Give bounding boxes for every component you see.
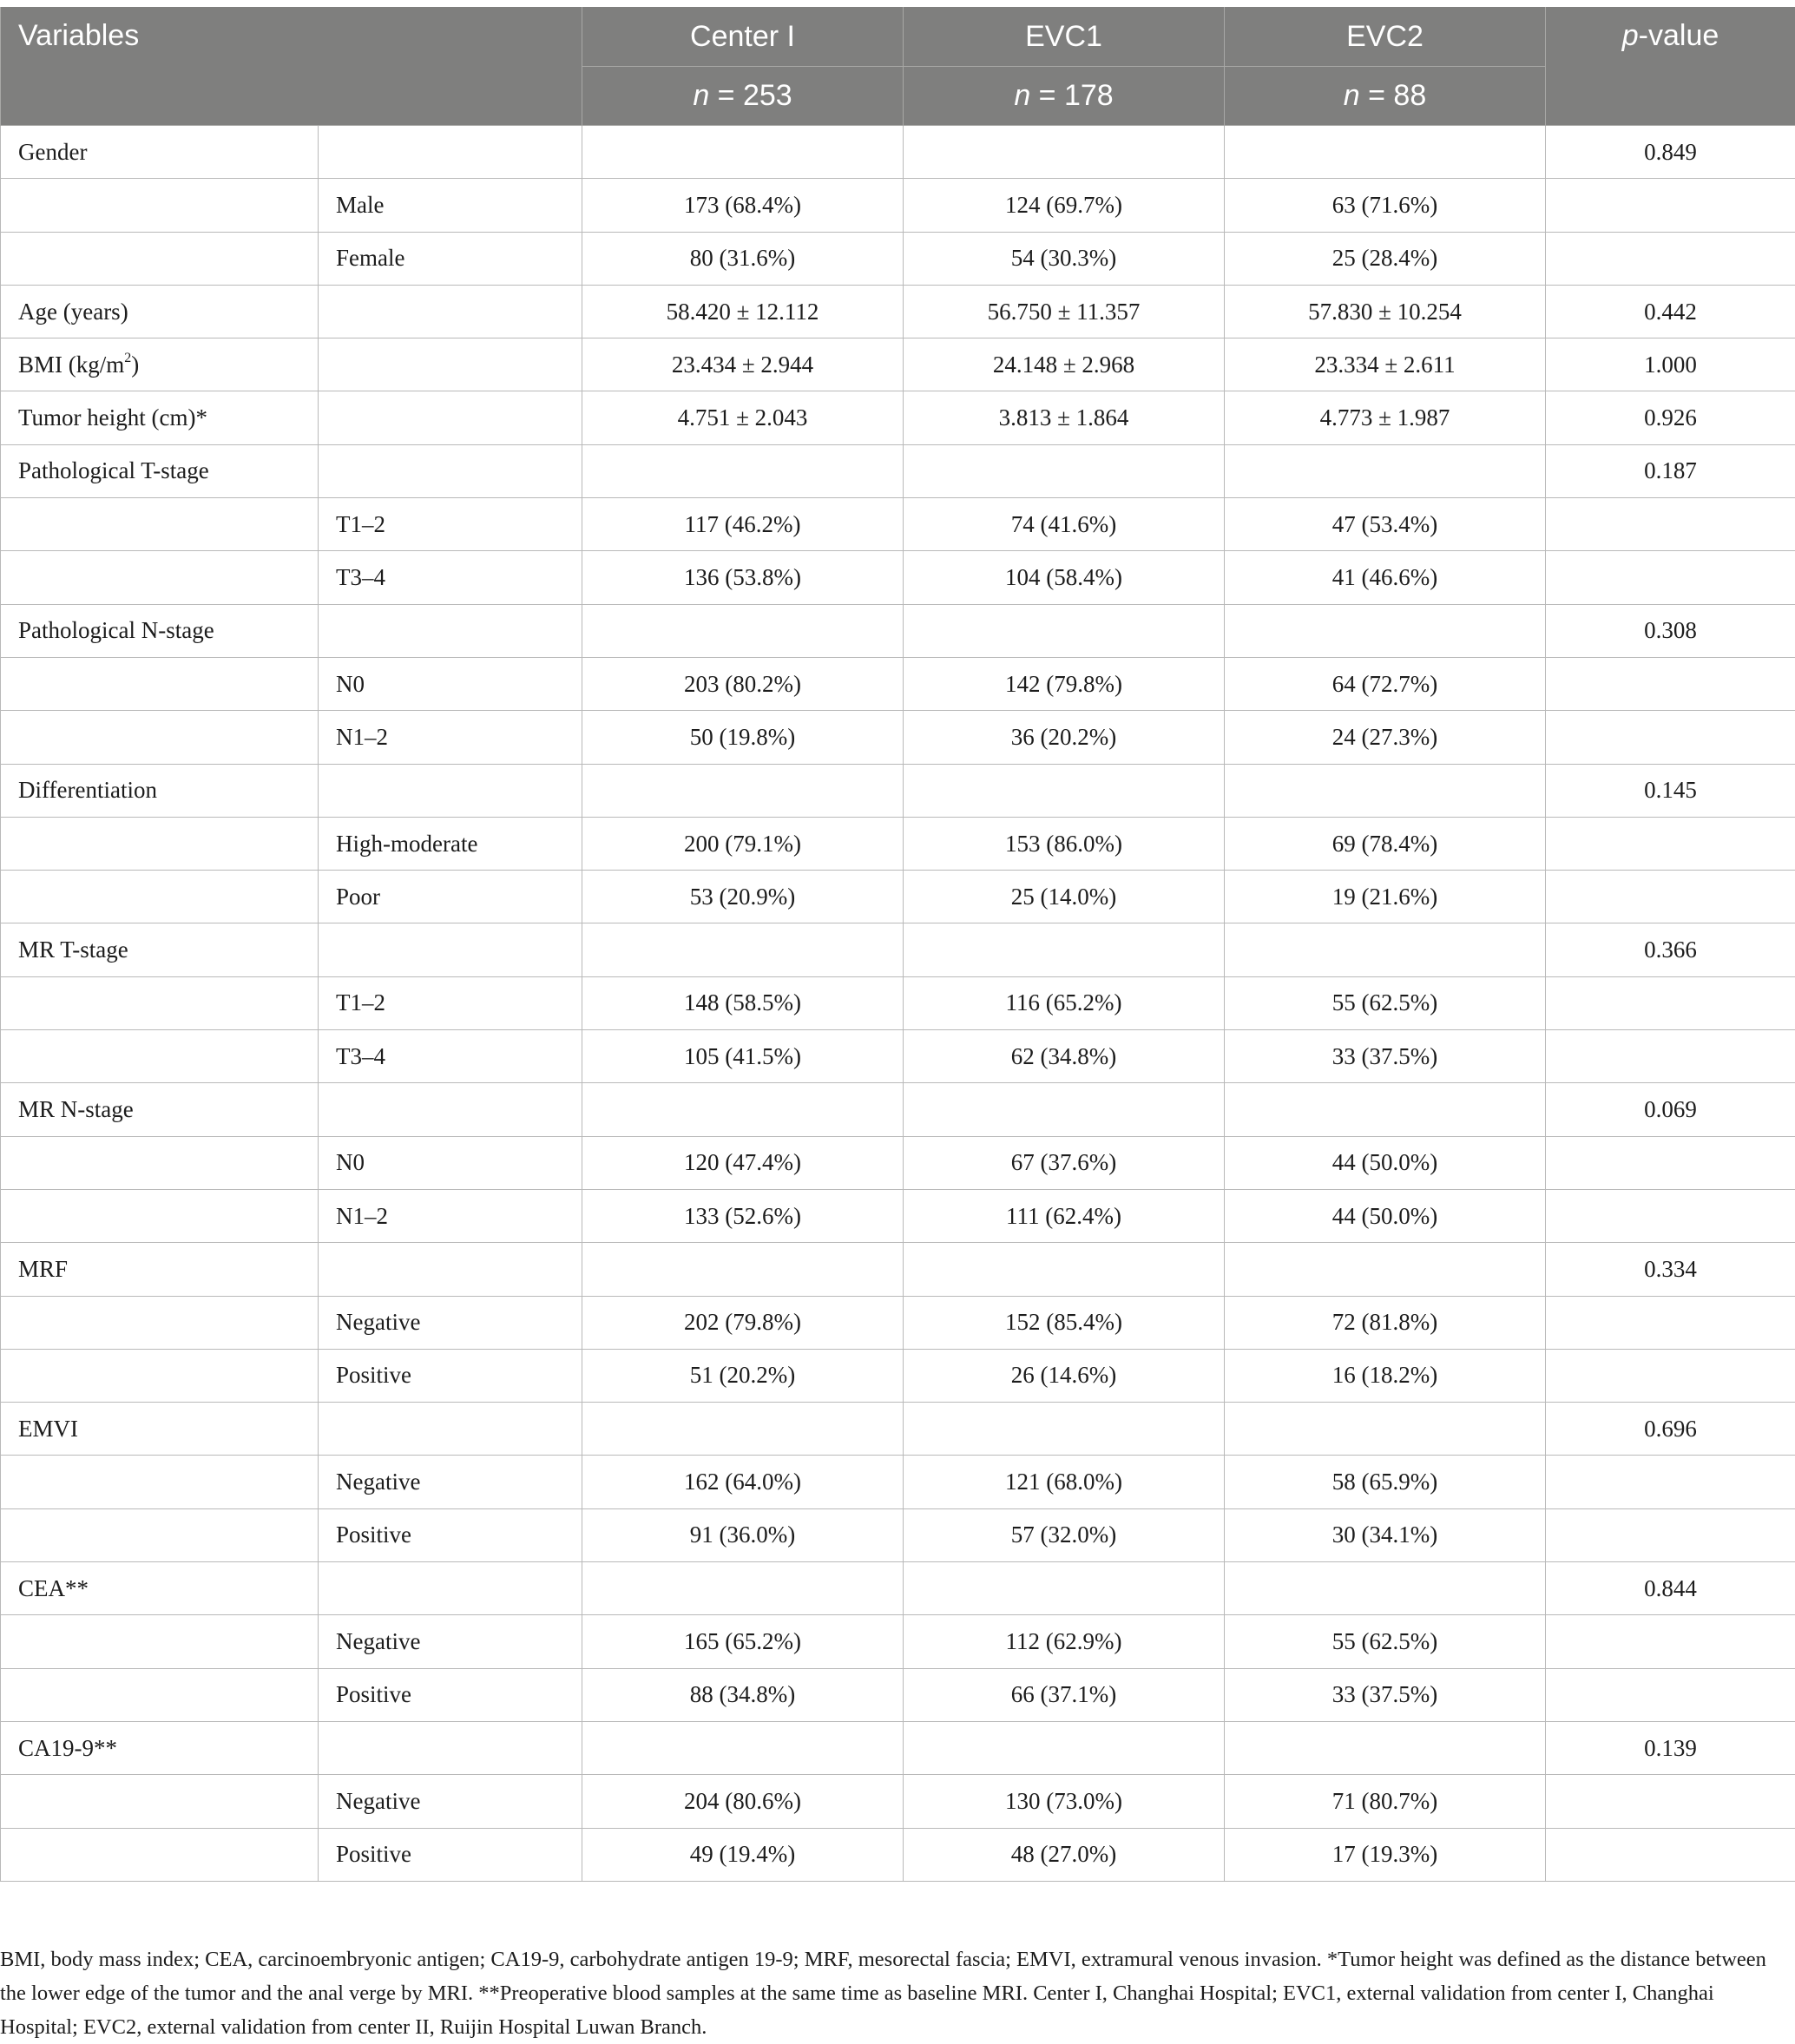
cell-subcategory: Negative [319, 1775, 582, 1828]
n-value: = 178 [1030, 79, 1113, 112]
cell-p-value [1546, 1189, 1795, 1242]
header-row [1, 7, 1795, 67]
cell-variable [1, 1136, 319, 1189]
cell-evc1: 62 (34.8%) [904, 1030, 1225, 1083]
cell-evc1: 74 (41.6%) [904, 498, 1225, 551]
cell-p-value [1546, 1615, 1795, 1668]
cell-evc2 [1225, 923, 1546, 976]
cell-evc1: 153 (86.0%) [904, 817, 1225, 870]
header-center-i-n [582, 67, 904, 126]
cell-evc2: 44 (50.0%) [1225, 1136, 1546, 1189]
cell-subcategory [319, 923, 582, 976]
cell-evc2: 64 (72.7%) [1225, 657, 1546, 710]
cell-center-i: 200 (79.1%) [582, 817, 904, 870]
cell-evc2: 63 (71.6%) [1225, 179, 1546, 232]
cell-center-i: 50 (19.8%) [582, 711, 904, 764]
table-row [1, 391, 1795, 444]
cell-evc1: 112 (62.9%) [904, 1615, 1225, 1668]
variable-text: BMI (kg/m [18, 352, 124, 378]
cell-variable [1, 1456, 319, 1508]
cell-evc2 [1225, 1721, 1546, 1774]
cell-evc2: 55 (62.5%) [1225, 1615, 1546, 1668]
cell-evc2: 58 (65.9%) [1225, 1456, 1546, 1508]
table-row [1, 179, 1795, 232]
cell-center-i: 105 (41.5%) [582, 1030, 904, 1083]
cell-variable [1, 1296, 319, 1349]
cell-subcategory: N1–2 [319, 711, 582, 764]
table-row [1, 1136, 1795, 1189]
cell-evc1 [904, 1721, 1225, 1774]
cell-evc1 [904, 126, 1225, 179]
table-row [1, 976, 1795, 1029]
table-row [1, 604, 1795, 657]
cell-center-i [582, 1562, 904, 1615]
cell-subcategory: Male [319, 179, 582, 232]
cell-evc1: 66 (37.1%) [904, 1668, 1225, 1721]
cell-center-i [582, 1403, 904, 1456]
cell-variable: Tumor height (cm)* [1, 391, 319, 444]
cell-variable [1, 1615, 319, 1668]
cell-evc1: 124 (69.7%) [904, 179, 1225, 232]
cell-center-i: 120 (47.4%) [582, 1136, 904, 1189]
cell-subcategory: Negative [319, 1296, 582, 1349]
cell-center-i: 202 (79.8%) [582, 1296, 904, 1349]
cell-subcategory: T3–4 [319, 551, 582, 604]
cell-evc1: 130 (73.0%) [904, 1775, 1225, 1828]
cell-p-value [1546, 1296, 1795, 1349]
cell-p-value: 1.000 [1546, 338, 1795, 391]
cell-evc1: 111 (62.4%) [904, 1189, 1225, 1242]
cell-p-value [1546, 711, 1795, 764]
cell-evc1: 121 (68.0%) [904, 1456, 1225, 1508]
cell-evc2 [1225, 1562, 1546, 1615]
cell-variable: CEA** [1, 1562, 319, 1615]
cell-variable [1, 551, 319, 604]
cell-evc2: 44 (50.0%) [1225, 1189, 1546, 1242]
header-variables: Variables [1, 7, 582, 126]
cell-center-i: 136 (53.8%) [582, 551, 904, 604]
cell-variable [1, 1189, 319, 1242]
cell-variable [1, 976, 319, 1029]
cell-center-i [582, 1721, 904, 1774]
table-row [1, 1508, 1795, 1561]
cell-evc1: 26 (14.6%) [904, 1349, 1225, 1402]
cell-subcategory: T1–2 [319, 976, 582, 1029]
table-row [1, 498, 1795, 551]
cell-variable [1, 1508, 319, 1561]
cell-subcategory [319, 1243, 582, 1296]
header-p-value [1546, 7, 1795, 126]
table-row [1, 764, 1795, 817]
cell-p-value: 0.844 [1546, 1562, 1795, 1615]
cell-center-i: 117 (46.2%) [582, 498, 904, 551]
table-row [1, 1721, 1795, 1774]
cell-center-i: 204 (80.6%) [582, 1775, 904, 1828]
cell-center-i: 23.434 ± 2.944 [582, 338, 904, 391]
cell-subcategory: N1–2 [319, 1189, 582, 1242]
cell-center-i: 162 (64.0%) [582, 1456, 904, 1508]
cell-center-i: 4.751 ± 2.043 [582, 391, 904, 444]
cell-evc1 [904, 444, 1225, 497]
cell-evc1: 152 (85.4%) [904, 1296, 1225, 1349]
cell-subcategory [319, 1083, 582, 1136]
n-label: n [1014, 79, 1030, 112]
table-row [1, 1296, 1795, 1349]
cell-subcategory [319, 764, 582, 817]
cell-evc2: 19 (21.6%) [1225, 871, 1546, 923]
cell-evc1: 25 (14.0%) [904, 871, 1225, 923]
cell-variable: Age (years) [1, 285, 319, 338]
cell-variable [1, 1775, 319, 1828]
table-row [1, 923, 1795, 976]
table-row [1, 1456, 1795, 1508]
cell-variable [1, 498, 319, 551]
cell-variable [1, 179, 319, 232]
cell-evc1: 67 (37.6%) [904, 1136, 1225, 1189]
table-row [1, 1083, 1795, 1136]
cell-center-i [582, 1243, 904, 1296]
cell-center-i: 165 (65.2%) [582, 1615, 904, 1668]
cell-variable [1, 871, 319, 923]
cell-evc2 [1225, 1083, 1546, 1136]
cell-subcategory [319, 338, 582, 391]
cell-evc1 [904, 604, 1225, 657]
cell-p-value: 0.696 [1546, 1403, 1795, 1456]
cell-evc1: 36 (20.2%) [904, 711, 1225, 764]
cell-evc2 [1225, 764, 1546, 817]
cell-variable [1, 232, 319, 285]
cell-subcategory: Negative [319, 1456, 582, 1508]
cell-p-value [1546, 871, 1795, 923]
table-row [1, 232, 1795, 285]
cell-evc1 [904, 764, 1225, 817]
cell-evc2: 4.773 ± 1.987 [1225, 391, 1546, 444]
cell-subcategory [319, 604, 582, 657]
cell-p-value: 0.442 [1546, 285, 1795, 338]
header-evc1-n [904, 67, 1225, 126]
cell-variable: Pathological T-stage [1, 444, 319, 497]
cell-evc1: 142 (79.8%) [904, 657, 1225, 710]
cell-center-i: 53 (20.9%) [582, 871, 904, 923]
cell-center-i [582, 604, 904, 657]
table-row [1, 817, 1795, 870]
cell-evc2 [1225, 1403, 1546, 1456]
cell-evc2: 33 (37.5%) [1225, 1030, 1546, 1083]
cell-center-i: 203 (80.2%) [582, 657, 904, 710]
cell-center-i: 91 (36.0%) [582, 1508, 904, 1561]
cell-evc1: 48 (27.0%) [904, 1828, 1225, 1881]
cell-variable [1, 338, 319, 391]
cell-variable [1, 657, 319, 710]
table-row [1, 1030, 1795, 1083]
cell-variable: CA19-9** [1, 1721, 319, 1774]
cell-variable [1, 1030, 319, 1083]
header-evc1: EVC1 [904, 7, 1225, 67]
cell-p-value [1546, 657, 1795, 710]
cell-p-value: 0.187 [1546, 444, 1795, 497]
n-label: n [693, 79, 709, 112]
cell-p-value [1546, 179, 1795, 232]
cell-p-value: 0.334 [1546, 1243, 1795, 1296]
cell-subcategory: T3–4 [319, 1030, 582, 1083]
cell-center-i: 49 (19.4%) [582, 1828, 904, 1881]
cell-p-value [1546, 232, 1795, 285]
cell-subcategory: Positive [319, 1668, 582, 1721]
p-italic: p [1622, 19, 1639, 52]
table-footnote: BMI, body mass index; CEA, carcinoembryonic antigen; CA19-9, carbohydrate antigen 19-9; MRF, mesorectal fascia; EMVI, extramural venous invasion. *Tumor height was defined as the distance between the lower edge of the tumor and the anal verge by MRI. **Preoperative blood samples at the same time as baseline MRI. Center I, Changhai Hospital; EVC1, external validation from center I, Changhai Hospital; EVC2, external validation from center II, Ruijin Hospital Luwan Branch. [0, 1942, 1771, 2044]
cell-p-value: 0.849 [1546, 126, 1795, 179]
cell-evc2: 16 (18.2%) [1225, 1349, 1546, 1402]
cell-subcategory [319, 1403, 582, 1456]
cell-evc1 [904, 1243, 1225, 1296]
cell-variable [1, 711, 319, 764]
cell-subcategory: High-moderate [319, 817, 582, 870]
cell-evc2: 25 (28.4%) [1225, 232, 1546, 285]
cell-center-i [582, 923, 904, 976]
cell-evc2: 47 (53.4%) [1225, 498, 1546, 551]
cell-subcategory [319, 391, 582, 444]
cell-evc1: 54 (30.3%) [904, 232, 1225, 285]
header-evc2: EVC2 [1225, 7, 1546, 67]
table-row [1, 1349, 1795, 1402]
cell-p-value: 0.308 [1546, 604, 1795, 657]
cell-subcategory: N0 [319, 657, 582, 710]
cell-p-value: 0.069 [1546, 1083, 1795, 1136]
table-row [1, 444, 1795, 497]
cell-evc2: 69 (78.4%) [1225, 817, 1546, 870]
cell-variable: EMVI [1, 1403, 319, 1456]
cell-subcategory: Positive [319, 1828, 582, 1881]
cell-evc1: 57 (32.0%) [904, 1508, 1225, 1561]
cell-center-i: 80 (31.6%) [582, 232, 904, 285]
cell-subcategory: Negative [319, 1615, 582, 1668]
cell-evc1: 56.750 ± 11.357 [904, 285, 1225, 338]
cell-evc1: 116 (65.2%) [904, 976, 1225, 1029]
table-row [1, 1775, 1795, 1828]
cell-subcategory: Positive [319, 1349, 582, 1402]
cell-subcategory: N0 [319, 1136, 582, 1189]
cell-p-value [1546, 498, 1795, 551]
cell-evc2: 24 (27.3%) [1225, 711, 1546, 764]
table-row [1, 1243, 1795, 1296]
p-rest: -value [1639, 19, 1719, 52]
cell-subcategory [319, 1721, 582, 1774]
cell-p-value: 0.145 [1546, 764, 1795, 817]
cell-center-i: 88 (34.8%) [582, 1668, 904, 1721]
cell-evc2: 57.830 ± 10.254 [1225, 285, 1546, 338]
cell-evc1: 24.148 ± 2.968 [904, 338, 1225, 391]
table-row [1, 1403, 1795, 1456]
cell-variable [1, 1349, 319, 1402]
cell-evc2 [1225, 126, 1546, 179]
cell-p-value: 0.366 [1546, 923, 1795, 976]
cell-evc2: 30 (34.1%) [1225, 1508, 1546, 1561]
cell-p-value [1546, 1775, 1795, 1828]
cell-center-i: 51 (20.2%) [582, 1349, 904, 1402]
table-row [1, 1189, 1795, 1242]
cell-p-value [1546, 1668, 1795, 1721]
cell-subcategory: Female [319, 232, 582, 285]
cell-evc1 [904, 1083, 1225, 1136]
table-row [1, 338, 1795, 391]
cell-center-i: 133 (52.6%) [582, 1189, 904, 1242]
n-value: = 253 [709, 79, 792, 112]
cell-subcategory [319, 285, 582, 338]
cell-center-i: 173 (68.4%) [582, 179, 904, 232]
cell-evc1 [904, 1403, 1225, 1456]
cell-subcategory: Poor [319, 871, 582, 923]
cell-evc2: 17 (19.3%) [1225, 1828, 1546, 1881]
table-row [1, 657, 1795, 710]
table-row [1, 551, 1795, 604]
cell-subcategory: T1–2 [319, 498, 582, 551]
cell-p-value [1546, 1136, 1795, 1189]
n-value: = 88 [1360, 79, 1427, 112]
cell-evc2: 23.334 ± 2.611 [1225, 338, 1546, 391]
cell-center-i [582, 764, 904, 817]
table-row [1, 1615, 1795, 1668]
cell-p-value [1546, 551, 1795, 604]
variable-superscript: 2 [124, 351, 131, 365]
cell-variable: MR T-stage [1, 923, 319, 976]
cell-evc1 [904, 923, 1225, 976]
cell-evc2 [1225, 604, 1546, 657]
cell-p-value: 0.926 [1546, 391, 1795, 444]
table-row [1, 126, 1795, 179]
cell-center-i [582, 444, 904, 497]
cell-p-value [1546, 1828, 1795, 1881]
cell-subcategory [319, 126, 582, 179]
cell-subcategory [319, 1562, 582, 1615]
cell-variable [1, 817, 319, 870]
cell-evc2: 71 (80.7%) [1225, 1775, 1546, 1828]
cell-p-value [1546, 1030, 1795, 1083]
table-row [1, 285, 1795, 338]
cell-evc2: 33 (37.5%) [1225, 1668, 1546, 1721]
cell-evc2 [1225, 1243, 1546, 1296]
cell-p-value: 0.139 [1546, 1721, 1795, 1774]
cell-variable [1, 1828, 319, 1881]
cell-p-value [1546, 1456, 1795, 1508]
table-body [1, 126, 1795, 1882]
cell-evc2: 41 (46.6%) [1225, 551, 1546, 604]
table-row [1, 711, 1795, 764]
cell-variable: MRF [1, 1243, 319, 1296]
characteristics-table [0, 7, 1795, 1882]
n-label: n [1344, 79, 1360, 112]
cell-center-i [582, 126, 904, 179]
cell-p-value [1546, 1508, 1795, 1561]
cell-subcategory [319, 444, 582, 497]
cell-variable: Differentiation [1, 764, 319, 817]
cell-evc1 [904, 1562, 1225, 1615]
header-center-i: Center I [582, 7, 904, 67]
cell-subcategory: Positive [319, 1508, 582, 1561]
cell-evc2: 72 (81.8%) [1225, 1296, 1546, 1349]
cell-p-value [1546, 1349, 1795, 1402]
cell-p-value [1546, 976, 1795, 1029]
cell-variable: Pathological N-stage [1, 604, 319, 657]
cell-evc2: 55 (62.5%) [1225, 976, 1546, 1029]
cell-center-i: 58.420 ± 12.112 [582, 285, 904, 338]
header-evc2-n [1225, 67, 1546, 126]
table-row [1, 1828, 1795, 1881]
cell-evc2 [1225, 444, 1546, 497]
variable-text-after: ) [131, 352, 139, 378]
cell-center-i: 148 (58.5%) [582, 976, 904, 1029]
cell-evc1: 3.813 ± 1.864 [904, 391, 1225, 444]
cell-variable [1, 1668, 319, 1721]
table-row [1, 871, 1795, 923]
table-row [1, 1562, 1795, 1615]
cell-p-value [1546, 817, 1795, 870]
cell-variable: Gender [1, 126, 319, 179]
table-row [1, 1668, 1795, 1721]
cell-center-i [582, 1083, 904, 1136]
cell-variable: MR N-stage [1, 1083, 319, 1136]
cell-evc1: 104 (58.4%) [904, 551, 1225, 604]
